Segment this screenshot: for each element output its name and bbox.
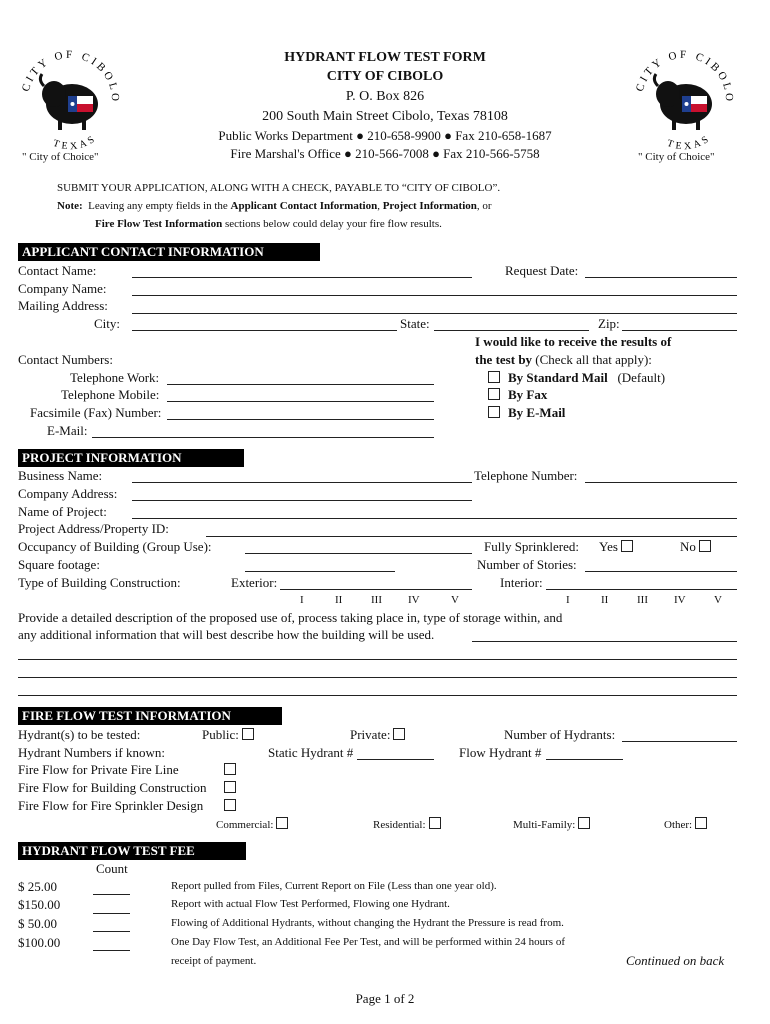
seal-bottom-text: TEXAS	[665, 132, 713, 152]
results-option-email: By E-Mail	[488, 405, 565, 420]
results-prompt-line-1: I would like to receive the results of	[475, 334, 672, 349]
description-prompt-line-1: Provide a detailed description of the proposed use of, process taking place in, type of storage within, and	[18, 610, 563, 625]
interior-class-IV[interactable]: IV	[674, 594, 686, 606]
company-name-label: Company Name:	[18, 281, 107, 296]
building-construction-checkbox[interactable]	[224, 781, 236, 793]
interior-class-V[interactable]: V	[714, 594, 722, 606]
project-address-field[interactable]	[206, 536, 737, 537]
results-option-fax: By Fax	[488, 387, 547, 402]
buffalo-icon	[654, 74, 712, 130]
contact-numbers-label: Contact Numbers:	[18, 352, 113, 367]
city-seal-left	[14, 42, 126, 168]
fee-amount: $ 50.00	[18, 916, 57, 931]
exterior-class-V[interactable]: V	[451, 594, 459, 606]
residential-option: Residential:	[373, 817, 441, 833]
continued-on-back: Continued on back	[626, 953, 725, 968]
number-of-stories-label: Number of Stories:	[477, 557, 577, 572]
square-footage-label: Square footage:	[18, 557, 100, 572]
building-construction-label: Fire Flow for Building Construction	[18, 780, 207, 795]
residential-checkbox[interactable]	[429, 817, 441, 829]
buffalo-icon	[40, 74, 98, 130]
sprinklered-no: No	[680, 539, 711, 554]
city-seal-right	[628, 42, 740, 168]
public-option: Public:	[202, 727, 254, 742]
email-checkbox[interactable]	[488, 406, 500, 418]
telephone-mobile-field[interactable]	[167, 401, 434, 402]
occupancy-field[interactable]	[245, 553, 472, 554]
contact-name-label: Contact Name:	[18, 263, 97, 278]
seal-tagline: " City of Choice"	[22, 151, 99, 163]
seal-bottom-text: TEXAS	[51, 132, 99, 152]
exterior-field[interactable]	[280, 589, 472, 590]
project-section-heading: PROJECT INFORMATION	[18, 449, 244, 467]
number-of-hydrants-field[interactable]	[622, 741, 737, 742]
note-label: Note:	[57, 200, 83, 212]
multi-family-option: Multi-Family:	[513, 817, 590, 833]
number-of-hydrants-label: Number of Hydrants:	[504, 727, 616, 742]
exterior-class-IV[interactable]: IV	[408, 594, 420, 606]
flow-hydrant-field[interactable]	[546, 759, 623, 760]
commercial-option: Commercial:	[216, 817, 288, 833]
static-hydrant-label: Static Hydrant #	[268, 745, 354, 760]
private-checkbox[interactable]	[393, 728, 405, 740]
fee-description: Flowing of Additional Hydrants, without changing the Hydrant the Pressure is read from.	[171, 917, 564, 929]
name-of-project-label: Name of Project:	[18, 504, 107, 519]
hydrants-tested-label: Hydrant(s) to be tested:	[18, 727, 141, 742]
exterior-class-III[interactable]: III	[371, 594, 382, 606]
texas-flag-icon	[682, 96, 707, 112]
telephone-work-label: Telephone Work:	[70, 370, 160, 385]
company-name-field[interactable]	[132, 295, 737, 296]
note-line-2: Fire Flow Test Information sections below could delay your fire flow results.	[95, 218, 442, 230]
telephone-number-label: Telephone Number:	[474, 468, 578, 483]
fax-number-label: Facsimile (Fax) Number:	[30, 405, 162, 420]
exterior-class-I[interactable]: I	[300, 594, 304, 606]
interior-label: Interior:	[500, 575, 543, 590]
fee-count-field[interactable]	[93, 894, 130, 895]
square-footage-field[interactable]	[245, 571, 395, 572]
mailing-address-label: Mailing Address:	[18, 298, 108, 313]
telephone-work-field[interactable]	[167, 384, 434, 385]
private-fire-line-label: Fire Flow for Private Fire Line	[18, 762, 179, 777]
name-of-project-field[interactable]	[132, 518, 737, 519]
sprinklered-no-checkbox[interactable]	[699, 540, 711, 552]
fee-amount: $100.00	[18, 935, 61, 950]
fee-description: One Day Flow Test, an Additional Fee Per Test, and will be performed within 24 hours of	[171, 936, 565, 948]
fee-amount: $ 25.00	[18, 879, 57, 894]
state-label: State:	[400, 316, 430, 331]
city-field[interactable]	[132, 330, 397, 331]
submit-instructions: SUBMIT YOUR APPLICATION, ALONG WITH A CHECK, PAYABLE TO “CITY OF CIBOLO”.	[57, 182, 501, 194]
fax-checkbox[interactable]	[488, 388, 500, 400]
fax-number-field[interactable]	[167, 419, 434, 420]
telephone-number-field[interactable]	[585, 482, 737, 483]
description-field-1[interactable]	[472, 641, 737, 642]
city-label: City:	[94, 316, 121, 331]
public-checkbox[interactable]	[242, 728, 254, 740]
private-fire-line-checkbox[interactable]	[224, 763, 236, 775]
sprinklered-yes-checkbox[interactable]	[621, 540, 633, 552]
description-field-4[interactable]	[18, 695, 737, 696]
interior-class-II[interactable]: II	[601, 594, 609, 606]
exterior-class-II[interactable]: II	[335, 594, 343, 606]
texas-flag-icon	[68, 96, 93, 112]
mail-checkbox[interactable]	[488, 371, 500, 383]
company-address-label: Company Address:	[18, 486, 118, 501]
multi-family-checkbox[interactable]	[578, 817, 590, 829]
fee-amount: $150.00	[18, 897, 61, 912]
company-address-field[interactable]	[132, 500, 472, 501]
applicant-section-heading: APPLICANT CONTACT INFORMATION	[18, 243, 320, 261]
description-field-3[interactable]	[18, 677, 737, 678]
fire-flow-section-heading: FIRE FLOW TEST INFORMATION	[18, 707, 282, 725]
page-number: Page 1 of 2	[355, 991, 415, 1006]
contact-name-field[interactable]	[132, 277, 472, 278]
email-field[interactable]	[92, 437, 434, 438]
other-option: Other:	[664, 817, 707, 833]
fee-description: Report with actual Flow Test Performed, Flowing one Hydrant.	[171, 898, 450, 910]
sprinkler-design-checkbox[interactable]	[224, 799, 236, 811]
other-checkbox[interactable]	[695, 817, 707, 829]
static-hydrant-field[interactable]	[357, 759, 434, 760]
request-date-label: Request Date:	[505, 263, 579, 278]
city-name: CITY OF CIBOLO	[326, 69, 444, 84]
interior-field[interactable]	[546, 589, 737, 590]
po-box: P. O. Box 826	[345, 89, 425, 104]
sprinkler-design-label: Fire Flow for Fire Sprinkler Design	[18, 798, 204, 813]
fire-marshal-contact: Fire Marshal's Office ● 210-566-7008 ● Fax 210-566-5758	[230, 146, 540, 161]
project-address-label: Project Address/Property ID:	[18, 521, 169, 536]
commercial-checkbox[interactable]	[276, 817, 288, 829]
results-prompt-line-2: the test by (Check all that apply):	[475, 352, 652, 367]
seal-tagline: " City of Choice"	[638, 151, 715, 163]
fee-count-field[interactable]	[93, 913, 130, 914]
fee-section-heading: HYDRANT FLOW TEST FEE	[18, 842, 246, 860]
results-option-mail: By Standard Mail (Default)	[488, 370, 665, 385]
state-field[interactable]	[434, 330, 589, 331]
occupancy-label: Occupancy of Building (Group Use):	[18, 539, 212, 554]
form-title: HYDRANT FLOW TEST FORM	[284, 50, 486, 65]
zip-label: Zip:	[598, 316, 620, 331]
description-prompt-line-2: any additional information that will best describe how the building will be used.	[18, 627, 435, 642]
street-address: 200 South Main Street Cibolo, Texas 78108	[262, 109, 508, 124]
private-option: Private:	[350, 727, 405, 742]
seal-top-text: CITY OF CIBOLO	[633, 48, 736, 105]
fully-sprinklered-label: Fully Sprinklered:	[484, 539, 579, 554]
description-field-2[interactable]	[18, 659, 737, 660]
number-of-stories-field[interactable]	[585, 571, 737, 572]
fee-description-continued: receipt of payment.	[171, 955, 257, 967]
sprinklered-yes: Yes	[599, 539, 633, 554]
count-header: Count	[96, 861, 128, 876]
zip-field[interactable]	[622, 330, 737, 331]
telephone-mobile-label: Telephone Mobile:	[61, 387, 160, 402]
interior-class-I[interactable]: I	[566, 594, 570, 606]
mailing-address-field[interactable]	[132, 313, 737, 314]
business-name-field[interactable]	[132, 482, 472, 483]
fee-count-field[interactable]	[93, 950, 130, 951]
request-date-field[interactable]	[585, 277, 737, 278]
construction-type-label: Type of Building Construction:	[18, 575, 181, 590]
flow-hydrant-label: Flow Hydrant #	[459, 745, 542, 760]
public-works-contact: Public Works Department ● 210-658-9900 ● Fax 210-658-1687	[218, 128, 552, 143]
fee-count-field[interactable]	[93, 931, 130, 932]
seal-top-text: CITY OF CIBOLO	[19, 48, 122, 105]
email-label: E-Mail:	[47, 423, 88, 438]
interior-class-III[interactable]: III	[637, 594, 648, 606]
hydrant-numbers-label: Hydrant Numbers if known:	[18, 745, 165, 760]
business-name-label: Business Name:	[18, 468, 103, 483]
note-line-1: Note: Leaving any empty fields in the Applicant Contact Information, Project Information, or	[57, 200, 492, 212]
exterior-label: Exterior:	[231, 575, 278, 590]
fee-description: Report pulled from Files, Current Report on File (Less than one year old).	[171, 880, 497, 892]
